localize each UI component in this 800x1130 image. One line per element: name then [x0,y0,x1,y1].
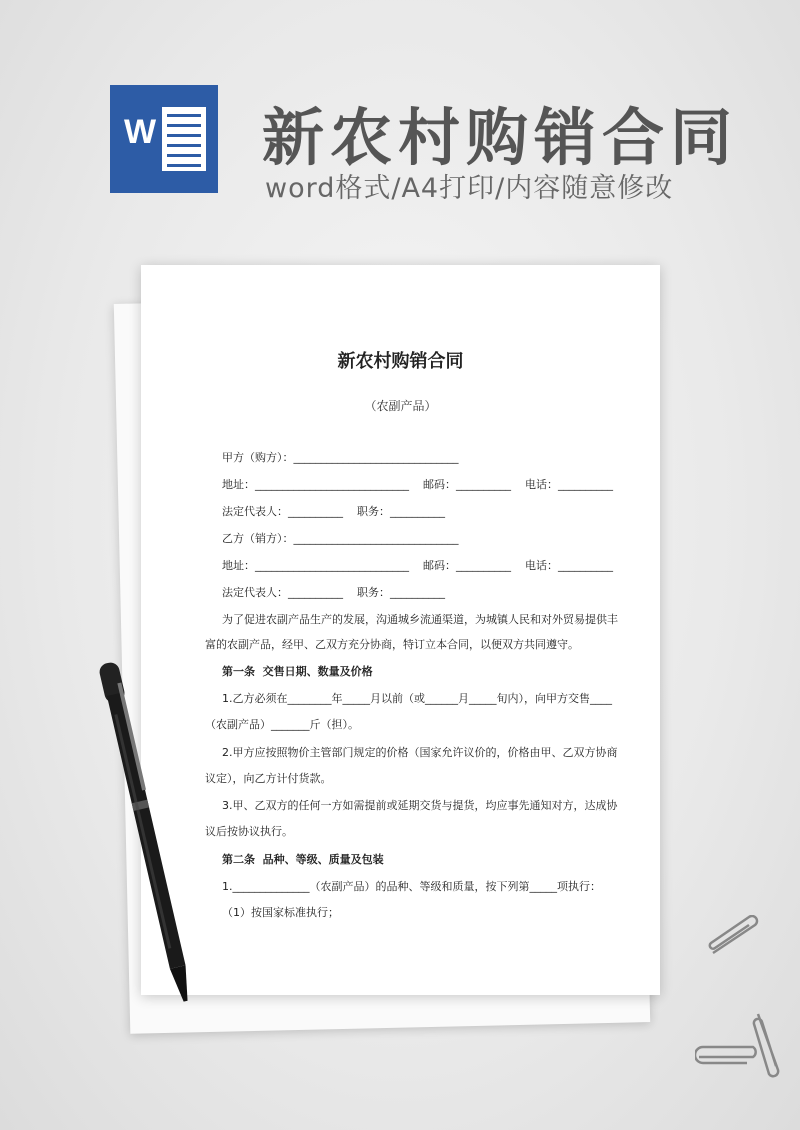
document-page [141,265,660,995]
document-line: 议后按协议执行。 [205,825,293,838]
document-line: 地址：____________________________ 邮码：__________ 电话：__________ [222,478,613,491]
document-line: （1）按国家标准执行； [222,906,339,919]
document-title: 新农村购销合同 [337,351,464,372]
section-heading: 第二条 品种、等级、质量及包装 [222,853,384,866]
word-letter: W [124,113,157,151]
document-line: 乙方（销方）：______________________________ [222,532,459,545]
document-line: 地址：____________________________ 邮码：__________ 电话：__________ [222,559,613,572]
document-line: 甲方（购方）：______________________________ [222,451,459,464]
paperclip-icon [705,915,765,960]
document-line: 富的农副产品，经甲、乙双方充分协商，特订立本合同，以便双方共同遵守。 [205,638,579,651]
section-heading: 第一条 交售日期、数量及价格 [222,665,373,678]
document-line: 议定），向乙方计付货款。 [205,772,332,785]
document-line: 2.甲方应按照物价主管部门规定的价格（国家允许议价的，价格由甲、乙双方协商 [222,746,618,759]
pen-icon [88,655,198,1035]
document-line: 1.______________（农副产品）的品种、等级和质量，按下列第_____项执行： [222,880,601,893]
document-line: 法定代表人：__________ 职务：__________ [222,505,445,518]
document-line: 1.乙方必须在________年_____月以前（或______月_____旬内），向甲方交售____ [222,692,612,705]
document-lines-icon [162,107,206,171]
document-subtitle: （农副产品） [364,399,437,413]
document-line: 为了促进农副产品生产的发展，沟通城乡流通渠道，为城镇人民和对外贸易提供丰 [222,613,618,626]
paperclip-icon [750,1010,785,1080]
document-line: 3.甲、乙双方的任何一方如需提前或延期交货与提货，均应事先通知对方，达成协 [222,799,618,812]
document-line: 法定代表人：__________ 职务：__________ [222,586,445,599]
hero-subtitle: word格式/A4打印/内容随意修改 [265,173,674,204]
document-line: （农副产品）_______斤（担）。 [205,718,359,731]
hero-title: 新农村购销合同 [262,101,739,174]
word-icon [110,85,218,193]
